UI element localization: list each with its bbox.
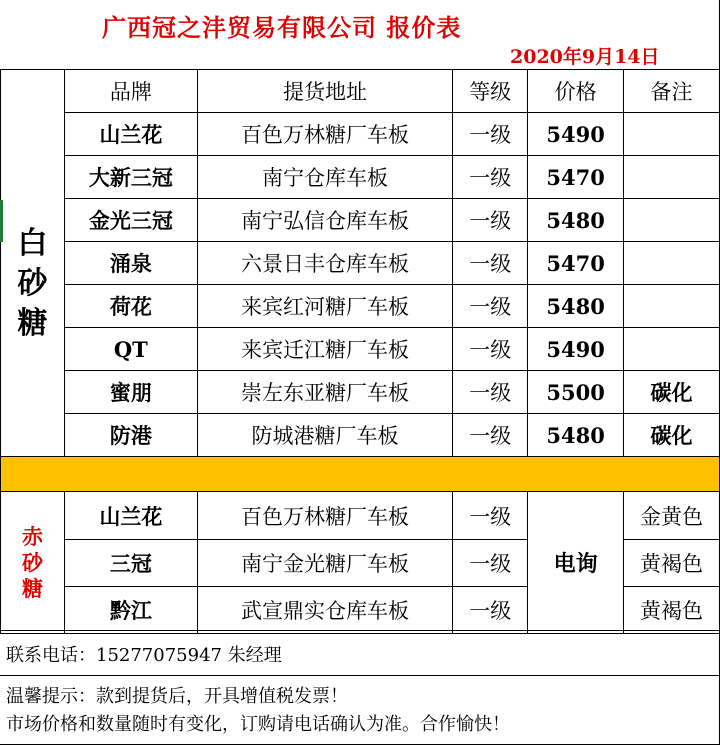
note-cell bbox=[624, 113, 720, 156]
header-note: 备注 bbox=[624, 70, 720, 113]
note-cell bbox=[624, 285, 720, 328]
table-row bbox=[1, 156, 720, 199]
address-cell: 防城港糖厂车板 bbox=[197, 414, 453, 457]
brand-cell: 金光三冠 bbox=[64, 199, 197, 242]
price-cell: 5500 bbox=[528, 371, 624, 414]
address-cell: 来宾红河糖厂车板 bbox=[197, 285, 453, 328]
price-cell: 5470 bbox=[528, 156, 624, 199]
contact-text: 联系电话：15277075947 朱经理 bbox=[6, 645, 282, 666]
quote-date: 2020年9月14日 bbox=[510, 46, 660, 68]
brand-cell: 大新三冠 bbox=[64, 156, 197, 199]
brand-cell: 山兰花 bbox=[64, 113, 197, 156]
brand-cell: 三冠 bbox=[64, 540, 197, 587]
category-header-blank bbox=[1, 70, 65, 113]
price-cell: 5480 bbox=[528, 199, 624, 242]
brand-cell: QT bbox=[64, 328, 197, 371]
note-cell bbox=[624, 242, 720, 285]
table-row bbox=[1, 199, 720, 242]
grade-cell: 一级 bbox=[453, 285, 528, 328]
address-cell: 南宁仓库车板 bbox=[197, 156, 453, 199]
grade-cell: 一级 bbox=[453, 587, 528, 634]
category-red-sugar bbox=[1, 492, 65, 634]
price-inquiry-cell: 电询 bbox=[528, 492, 624, 634]
price-cell: 5490 bbox=[528, 328, 624, 371]
cell-selection-marker bbox=[0, 200, 3, 242]
header-row bbox=[1, 70, 720, 113]
table-row bbox=[1, 371, 720, 414]
price-cell: 5490 bbox=[528, 113, 624, 156]
note-cell: 黄褐色 bbox=[624, 587, 720, 634]
brand-cell: 蜜朋 bbox=[64, 371, 197, 414]
grade-cell: 一级 bbox=[453, 540, 528, 587]
grade-cell: 一级 bbox=[453, 492, 528, 540]
note-cell bbox=[624, 199, 720, 242]
table-row bbox=[1, 414, 720, 457]
table-row bbox=[1, 285, 720, 328]
address-cell: 百色万林糖厂车板 bbox=[197, 113, 453, 156]
brand-cell: 防港 bbox=[64, 414, 197, 457]
brand-cell: 涌泉 bbox=[64, 242, 197, 285]
tip-line-2: 市场价格和数量随时有变化，订购请电话确认为准。合作愉快！ bbox=[6, 714, 510, 735]
address-cell: 崇左东亚糖厂车板 bbox=[197, 371, 453, 414]
grade-cell: 一级 bbox=[453, 156, 528, 199]
address-cell: 武宣鼎实仓库车板 bbox=[197, 587, 453, 634]
grade-cell: 一级 bbox=[453, 113, 528, 156]
grade-cell: 一级 bbox=[453, 414, 528, 457]
price-cell: 5470 bbox=[528, 242, 624, 285]
note-cell: 碳化 bbox=[624, 414, 720, 457]
note-cell bbox=[624, 328, 720, 371]
grade-cell: 一级 bbox=[453, 328, 528, 371]
brand-cell: 荷花 bbox=[64, 285, 197, 328]
header-brand: 品牌 bbox=[64, 70, 197, 113]
address-cell: 来宾迁江糖厂车板 bbox=[197, 328, 453, 371]
category-white-sugar bbox=[1, 113, 65, 457]
header-price: 价格 bbox=[528, 70, 624, 113]
grade-cell: 一级 bbox=[453, 371, 528, 414]
note-cell: 金黄色 bbox=[624, 492, 720, 540]
tip-line-1: 温馨提示：款到提货后，开具增值税发票！ bbox=[6, 686, 348, 707]
note-cell bbox=[624, 156, 720, 199]
title-row bbox=[0, 0, 720, 70]
table-row bbox=[1, 492, 720, 540]
price-cell: 5480 bbox=[528, 414, 624, 457]
price-table bbox=[0, 69, 720, 634]
grade-cell: 一级 bbox=[453, 199, 528, 242]
address-cell: 百色万林糖厂车板 bbox=[197, 492, 453, 540]
price-cell: 5480 bbox=[528, 285, 624, 328]
table-row bbox=[1, 113, 720, 156]
grade-cell: 一级 bbox=[453, 242, 528, 285]
yellow-separator bbox=[1, 457, 720, 492]
header-grade: 等级 bbox=[453, 70, 528, 113]
separator-row bbox=[1, 457, 720, 492]
contact-row bbox=[0, 630, 720, 676]
category-label: 白砂糖 bbox=[17, 226, 48, 342]
category-label: 赤砂糖 bbox=[21, 523, 43, 601]
company-title: 广西冠之沣贸易有限公司 报价表 bbox=[102, 13, 462, 42]
brand-cell: 山兰花 bbox=[64, 492, 197, 540]
address-cell: 南宁金光糖厂车板 bbox=[197, 540, 453, 587]
note-cell: 碳化 bbox=[624, 371, 720, 414]
table-row bbox=[1, 242, 720, 285]
brand-cell: 黔江 bbox=[64, 587, 197, 634]
table-row bbox=[1, 328, 720, 371]
address-cell: 南宁弘信仓库车板 bbox=[197, 199, 453, 242]
header-address: 提货地址 bbox=[197, 70, 453, 113]
address-cell: 六景日丰仓库车板 bbox=[197, 242, 453, 285]
note-cell: 黄褐色 bbox=[624, 540, 720, 587]
tips-block bbox=[0, 676, 720, 745]
